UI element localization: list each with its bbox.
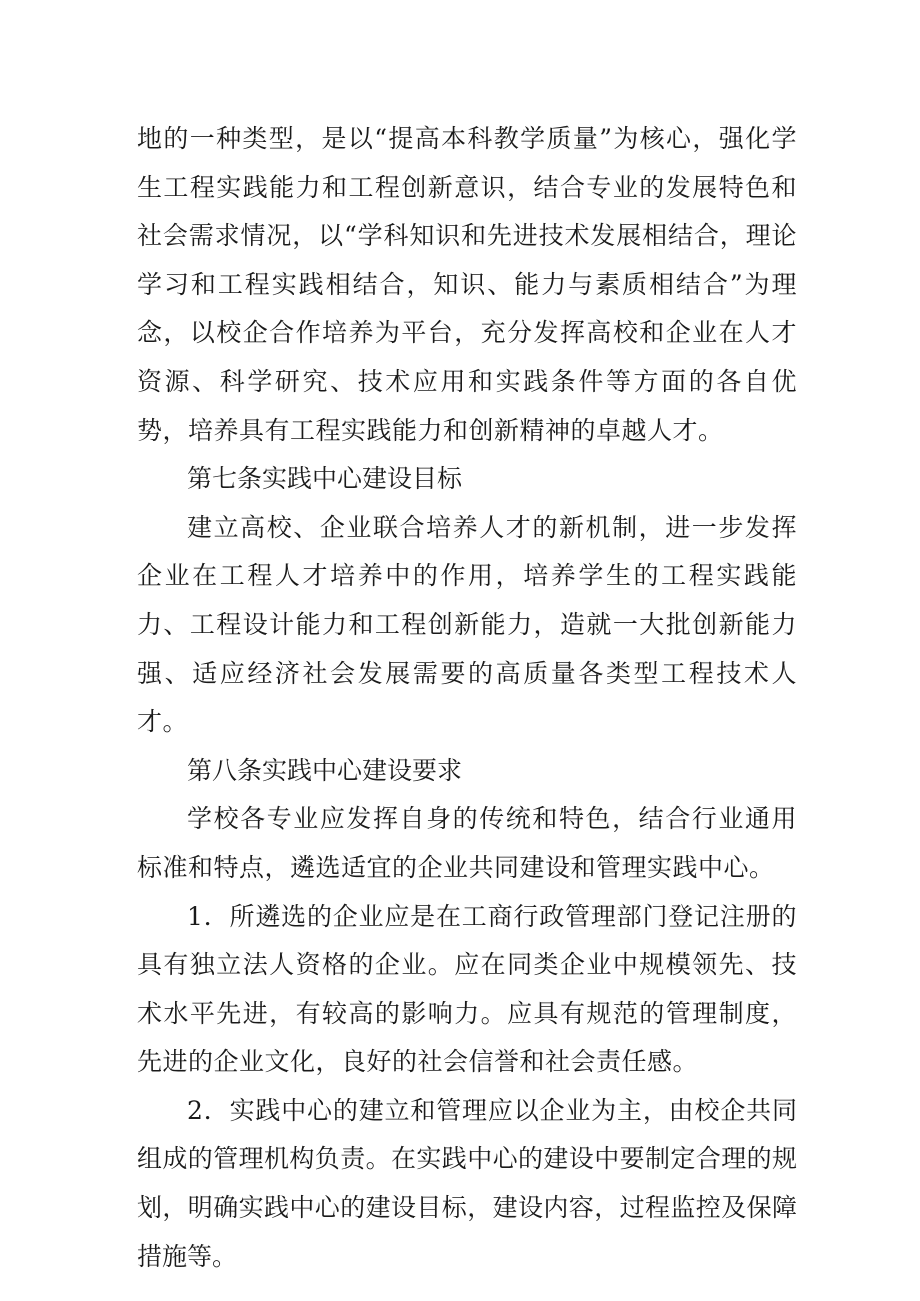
paragraph-requirement-1: 1．所遴选的企业应是在工商行政管理部门登记注册的具有独立法人资格的企业。应在同类企业中规模领先、技术水平先进，有较高的影响力。应具有规范的管理制度，先进的企业文化，良好的社会信誉和社会责任感。	[137, 901, 797, 1077]
document-body	[137, 115, 797, 1281]
paragraph-requirement-2: 2．实践中心的建立和管理应以企业为主，由校企共同组成的管理机构负责。在实践中心的建设中要制定合理的规划，明确实践中心的建设目标，建设内容，过程监控及保障措施等。	[137, 1095, 797, 1271]
paragraph-article-7-goal: 建立高校、企业联合培养人才的新机制，进一步发挥企业在工程人才培养中的作用，培养学生的工程实践能力、工程设计能力和工程创新能力，造就一大批创新能力强、适应经济社会发展需要的高质量各类型工程技术人才。	[137, 512, 797, 737]
section-heading-article-8: 第八条实践中心建设要求	[187, 755, 463, 785]
paragraph-article-8-intro: 学校各专业应发挥自身的传统和特色，结合行业通用标准和特点，遴选适宜的企业共同建设和管理实践中心。	[137, 804, 797, 882]
paragraph-continuation: 地的一种类型，是以“提高本科教学质量”为核心，强化学生工程实践能力和工程创新意识，结合专业的发展特色和社会需求情况，以“学科知识和先进技术发展相结合，理论学习和工程实践相结合，知识、能力与素质相结合”为理念，以校企合作培养为平台，充分发挥高校和企业在人才资源、科学研究、技术应用和实践条件等方面的各自优势，培养具有工程实践能力和创新精神的卓越人才。	[137, 124, 797, 445]
section-heading-article-7: 第七条实践中心建设目标	[187, 464, 463, 494]
